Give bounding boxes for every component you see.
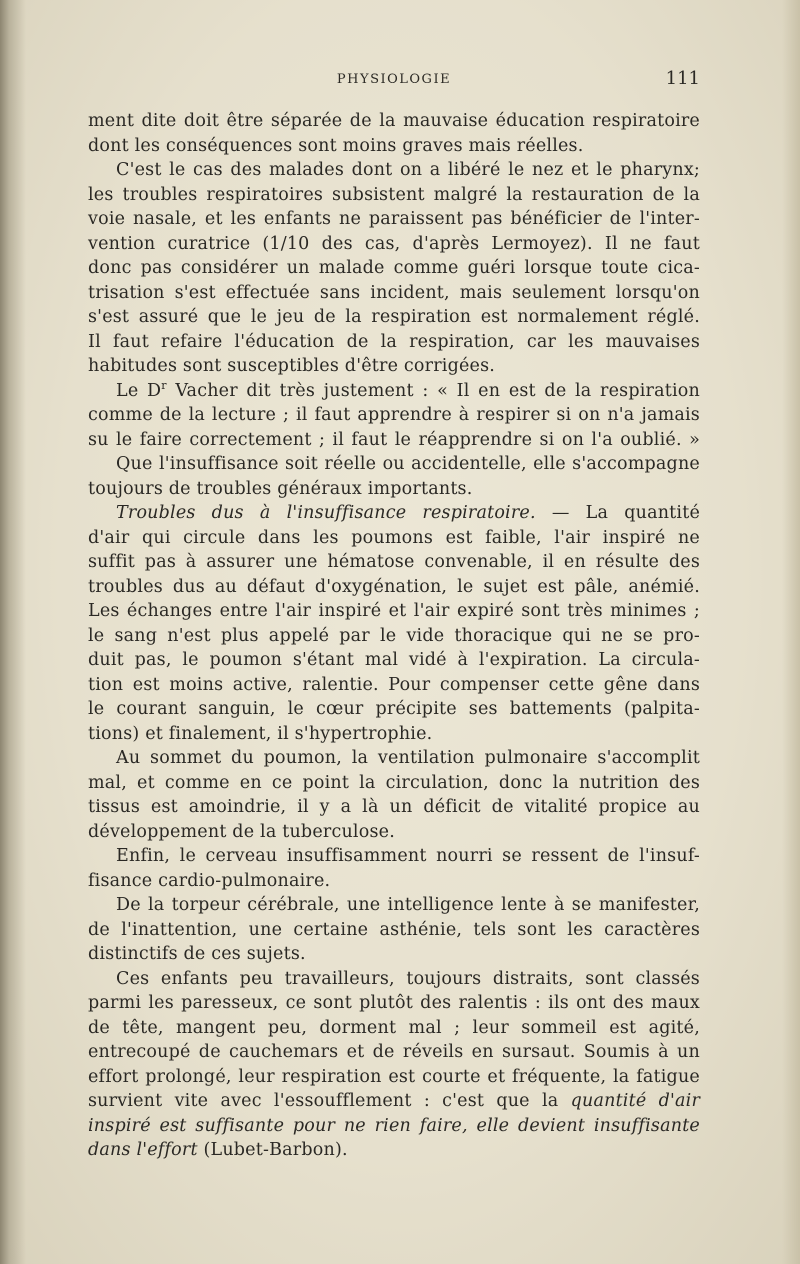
text-line	[88, 1114, 700, 1139]
text-line: toujours de troubles généraux importants.	[88, 478, 473, 499]
text-line: suffit pas à assurer une hématose convenable, il en résulte des	[88, 552, 700, 572]
text-line	[88, 1138, 700, 1163]
text-span: Vacher dit très justement : « Il en est de la respiration	[166, 380, 700, 401]
text-span: (Lubet-Barbon).	[197, 1140, 348, 1160]
text-line: tissus est amoindrie, il y a là un déficit de vitalité propice au	[88, 797, 700, 817]
text-line: De la torpeur cérébrale, une intelligence lente à se manifester,	[116, 895, 700, 915]
text-line: parmi les paresseux, ce sont plutôt des ralentis : ils ont des maux	[88, 993, 700, 1013]
text-line: développement de la tuberculose.	[88, 821, 395, 842]
text-line: troubles dus au défaut d'oxygénation, le sujet est pâle, anémié.	[88, 576, 700, 597]
text-line: habitudes sont susceptibles d'être corrigées.	[88, 356, 496, 376]
text-line: fisance cardio-pulmonaire.	[88, 870, 331, 891]
body-text	[88, 109, 700, 1163]
text-span: Le D	[116, 380, 162, 401]
superscript: r	[161, 378, 167, 392]
text-line: Enfin, le cerveau insuffisamment nourri se ressent de l'insuf-	[116, 846, 700, 866]
section-heading: Troubles dus à l'insuffisance respiratoire.	[116, 503, 536, 523]
text-line: le sang n'est plus appelé par le vide thoracique qui ne se pro-	[88, 625, 700, 646]
text-line: le courant sanguin, le cœur précipite ses battements (palpita-	[88, 699, 700, 719]
text-line: ment dite doit être séparée de la mauvaise éducation respiratoire	[88, 111, 700, 131]
page-number: 111	[665, 68, 700, 89]
text-line: tions) et finalement, il s'hypertrophie.	[88, 723, 433, 744]
text-line: Les échanges entre l'air inspiré et l'air expiré sont très minimes ;	[88, 601, 700, 621]
text-line: duit pas, le poumon s'étant mal vidé à l'expiration. La circula-	[88, 650, 700, 670]
text-line: C'est le cas des malades dont on a libéré le nez et le pharynx;	[116, 160, 700, 180]
text-line: Au sommet du poumon, la ventilation pulmonaire s'accomplit	[116, 748, 700, 768]
text-line: mal, et comme en ce point la circulation, donc la nutrition des	[88, 772, 700, 793]
running-title: PHYSIOLOGIE	[336, 72, 452, 87]
italic-text: inspiré est suffisante pour ne rien faire, elle devient insuffisante	[88, 1115, 700, 1136]
text-line: trisation s'est effectuée sans incident, mais seulement lorsqu'on	[88, 282, 700, 303]
text-line: s'est assuré que le jeu de la respiration est normalement réglé.	[88, 307, 700, 327]
text-line: Ces enfants peu travailleurs, toujours distraits, sont classés	[116, 968, 700, 989]
book-spine-shadow	[0, 0, 26, 1264]
italic-text: quantité d'air	[570, 1091, 701, 1111]
page-edge	[782, 0, 800, 1264]
text-line	[88, 379, 700, 404]
text-line: de l'inattention, une certaine asthénie, tels sont les caractères	[88, 919, 700, 940]
text-line: dont les conséquences sont moins graves mais réelles.	[88, 135, 584, 156]
text-line: donc pas considérer un malade comme guéri lorsque toute cica-	[88, 258, 700, 278]
text-line: voie nasale, et les enfants ne paraissent pas bénéficier de l'inter-	[88, 209, 700, 229]
text-span: — La quantité	[535, 503, 700, 523]
text-line: de tête, mangent peu, dorment mal ; leur sommeil est agité,	[88, 1017, 700, 1038]
text-line: les troubles respiratoires subsistent malgré la restauration de la	[88, 184, 700, 205]
text-line: entrecoupé de cauchemars et de réveils en sursaut. Soumis à un	[88, 1042, 700, 1062]
italic-text: dans l'effort	[88, 1140, 198, 1160]
text-line: Il faut refaire l'éducation de la respiration, car les mauvaises	[88, 331, 700, 352]
text-line: su le faire correctement ; il faut le réapprendre si on l'a oublié. »	[88, 429, 700, 450]
text-line: vention curatrice (1/10 des cas, d'après Lermoyez). Il ne faut	[88, 233, 700, 254]
text-line	[88, 1089, 700, 1114]
text-line: comme de la lecture ; il faut apprendre à respirer si on n'a jamais	[88, 405, 700, 425]
text-line: tion est moins active, ralentie. Pour compenser cette gêne dans	[88, 674, 700, 695]
text-line	[88, 501, 700, 526]
running-head	[88, 66, 700, 90]
text-line: effort prolongé, leur respiration est courte et fréquente, la fatigue	[88, 1066, 700, 1087]
text-line: Que l'insuffisance soit réelle ou accidentelle, elle s'accompagne	[116, 454, 700, 474]
text-span: survient vite avec l'essoufflement : c'est que la	[88, 1091, 571, 1111]
text-line: d'air qui circule dans les poumons est faible, l'air inspiré ne	[88, 527, 700, 548]
text-line: distinctifs de ces sujets.	[88, 944, 306, 964]
